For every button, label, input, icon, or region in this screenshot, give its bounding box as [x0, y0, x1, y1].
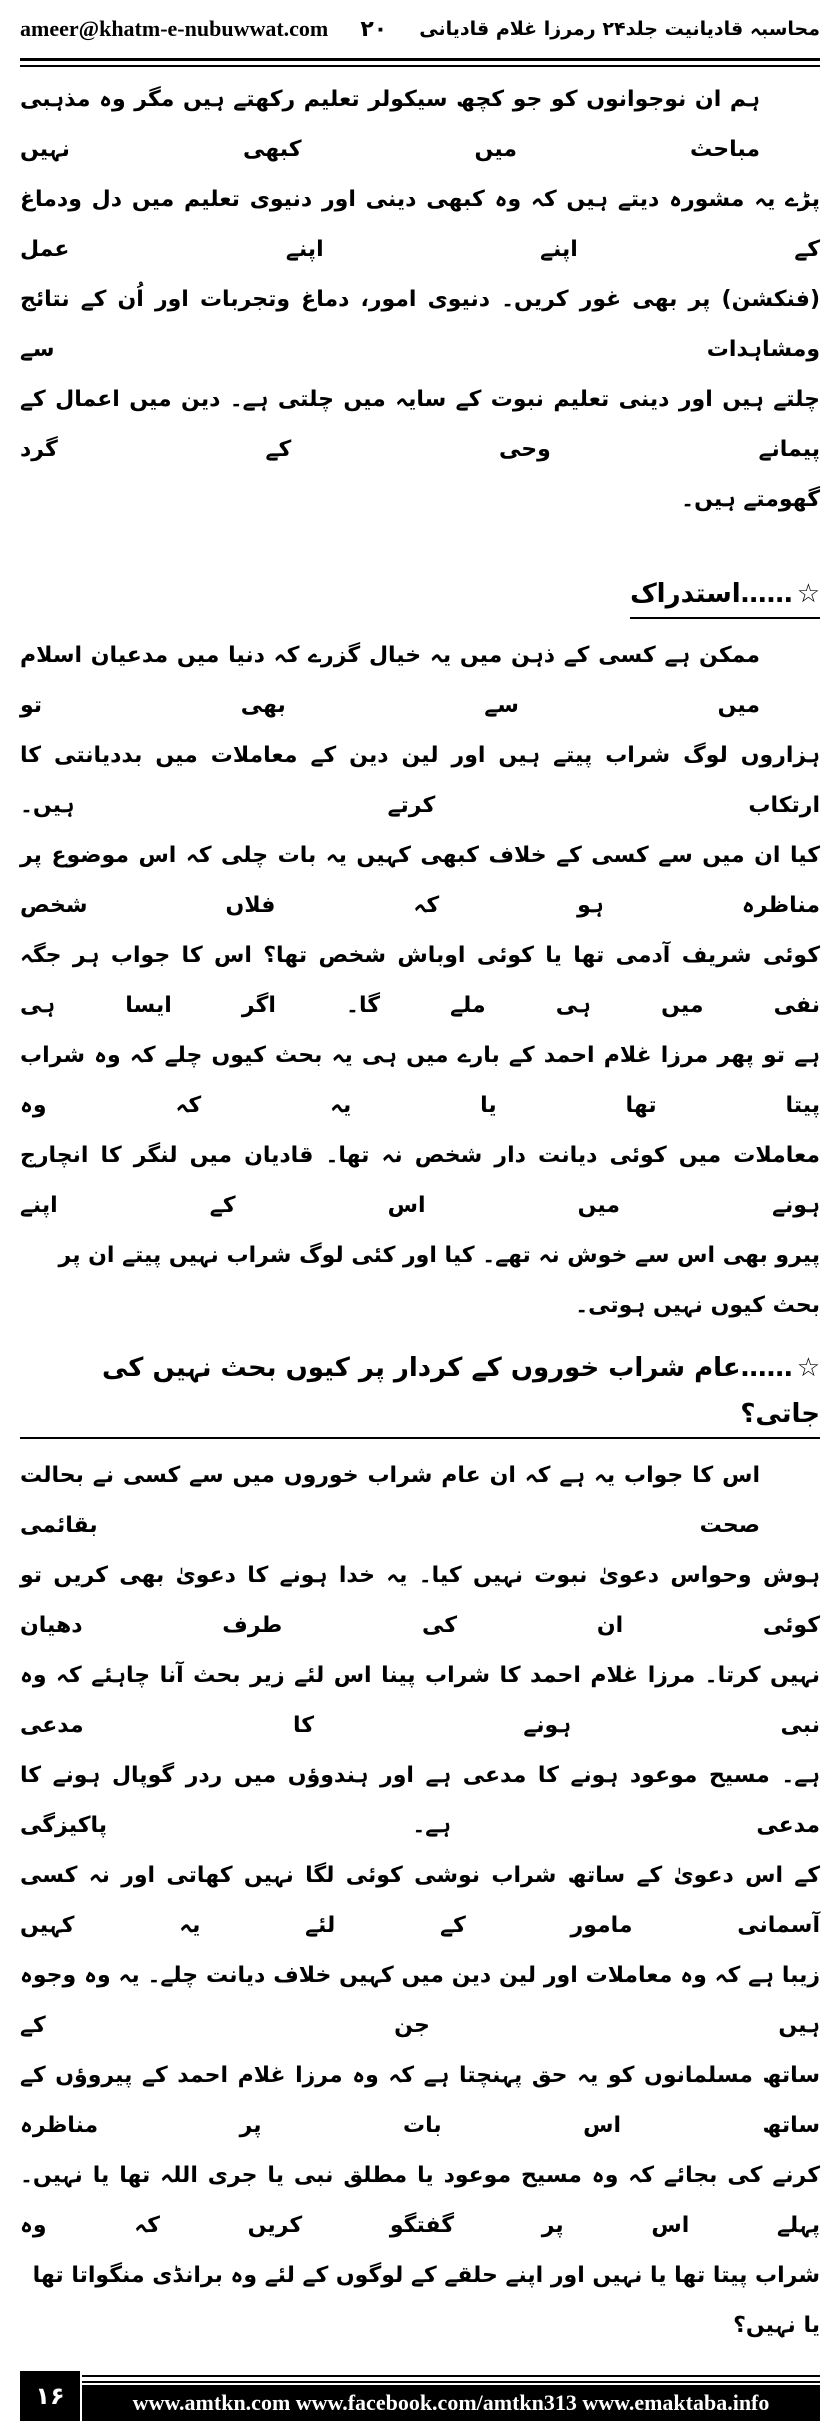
text-line: نہیں کرتا۔ مرزا غلام احمد کا شراب پینا اس لئے زیر بحث آنا چاہئے کہ وہ نبی ہونے کا مدعی — [20, 1663, 820, 1738]
text-line: معاملات میں کوئی دیانت دار شخص نہ تھا۔ قادیان میں لنگر کا انچارج ہونے میں اس کے اپنے — [20, 1143, 820, 1218]
page-footer — [20, 2371, 820, 2421]
section-heading-istidrak — [630, 571, 820, 619]
footer-double-rule — [82, 2375, 820, 2383]
section-heading-common-drinkers — [20, 1345, 820, 1439]
heading-text: ……عام شراب خوروں کے کردار پر کیوں بحث نہیں کی جاتی؟ — [102, 1353, 820, 1429]
footer-page-number: ۱۶ — [20, 2371, 80, 2421]
text-line: ہم ان نوجوانوں کو جو کچھ سیکولر تعلیم رکھتے ہیں مگر وہ مذہبی مباحث میں کبھی نہیں — [20, 87, 760, 162]
text-line: شراب پیتا تھا یا نہیں اور اپنے حلقے کے لوگوں کے لئے وہ برانڈی منگواتا تھا یا نہیں؟ — [32, 2263, 820, 2338]
text-line: ہے تو پھر مرزا غلام احمد کے بارے میں ہی یہ بحث کیوں چلے کہ وہ شراب پیتا تھا یا یہ کہ وہ — [20, 1043, 820, 1118]
text-line: کرنے کی بجائے کہ وہ مسیح موعود یا مطلق نبی یا جری اللہ تھا یا نہیں۔ پہلے اس پر گفتگو کریں کہ وہ — [20, 2163, 820, 2238]
text-line: کوئی شریف آدمی تھا یا کوئی اوباش شخص تھا؟ اس کا جواب ہر جگہ نفی میں ہی ملے گا۔ اگر ایسا ہی — [20, 943, 820, 1018]
text-line: چلتے ہیں اور دینی تعلیم نبوت کے سایہ میں چلتی ہے۔ دین میں اعمال کے پیمانے وحی کے گرد — [20, 387, 820, 462]
section-heading-istidrak-wrap — [20, 571, 820, 619]
paragraph-1 — [20, 75, 820, 525]
text-line: ہے۔ مسیح موعود ہونے کا مدعی ہے اور ہندوؤں میں ردر گوپال ہونے کا مدعی ہے۔ پاکیزگی — [20, 1763, 820, 1838]
text-line: ممکن ہے کسی کے ذہن میں یہ خیال گزرے کہ دنیا میں مدعیان اسلام میں سے بھی تو — [20, 643, 760, 718]
text-line: (فنکشن) پر بھی غور کریں۔ دنیوی امور، دماغ وتجربات اور اُن کے نتائج ومشاہدات سے — [20, 287, 820, 362]
text-line: پیرو بھی اس سے خوش نہ تھے۔ کیا اور کئی لوگ شراب نہیں پیتے ان پر بحث کیوں نہیں ہوتی۔ — [58, 1243, 820, 1318]
text-line: کیا ان میں سے کسی کے خلاف کبھی کہیں یہ بات چلی کہ اس موضوع پر مناظرہ ہو کہ فلاں شخص — [20, 843, 820, 918]
text-line: زیبا ہے کہ وہ معاملات اور لین دین میں کہیں خلاف دیانت چلے۔ یہ وہ وجوہ ہیں جن کے — [20, 1963, 820, 2038]
heading-text: ……استدراک — [630, 579, 793, 609]
text-line: کے اس دعویٰ کے ساتھ شراب نوشی کوئی لگا نہیں کھاتی اور نہ کسی آسمانی مامور کے لئے یہ کہیں — [20, 1863, 820, 1938]
section-heading-common-drinkers-wrap — [20, 1345, 820, 1439]
header-page-number: ۲۰ — [360, 16, 388, 42]
header-email: ameer@khatm-e-nubuwwat.com — [20, 16, 329, 41]
paragraph-2 — [20, 631, 820, 1331]
paragraph-3 — [20, 1451, 820, 2351]
footer-links: www.amtkn.com www.facebook.com/amtkn313 www.emaktaba.info — [82, 2385, 820, 2421]
text-line: ہوش وحواس دعویٰ نبوت نہیں کیا۔ یہ خدا ہونے کا دعویٰ بھی کریں تو کوئی ان کی طرف دھیان — [20, 1563, 820, 1638]
header-book-title: محاسبہ قادیانیت جلد۲۴ رمرزا غلام قادیانی — [419, 18, 820, 40]
text-line: پڑے یہ مشورہ دیتے ہیں کہ وہ کبھی دینی اور دنیوی تعلیم میں دل ودماغ کے اپنے اپنے عمل — [20, 187, 820, 262]
text-line: گھومتے ہیں۔ — [681, 487, 820, 512]
text-line: ساتھ مسلمانوں کو یہ حق پہنچتا ہے کہ وہ مرزا غلام احمد کے پیروؤں کے ساتھ اس بات پر مناظرہ — [20, 2063, 820, 2138]
text-line: اس کا جواب یہ ہے کہ ان عام شراب خوروں میں سے کسی نے بحالت صحت بقائمی — [20, 1463, 760, 1538]
header-double-rule — [20, 58, 820, 67]
text-line: ہزاروں لوگ شراب پیتے ہیں اور لین دین کے معاملات میں بددیانتی کا ارتکاب کرتے ہیں۔ — [20, 743, 820, 818]
star-icon: ☆ — [796, 579, 820, 609]
star-icon: ☆ — [796, 1353, 820, 1383]
page-header — [20, 0, 820, 58]
